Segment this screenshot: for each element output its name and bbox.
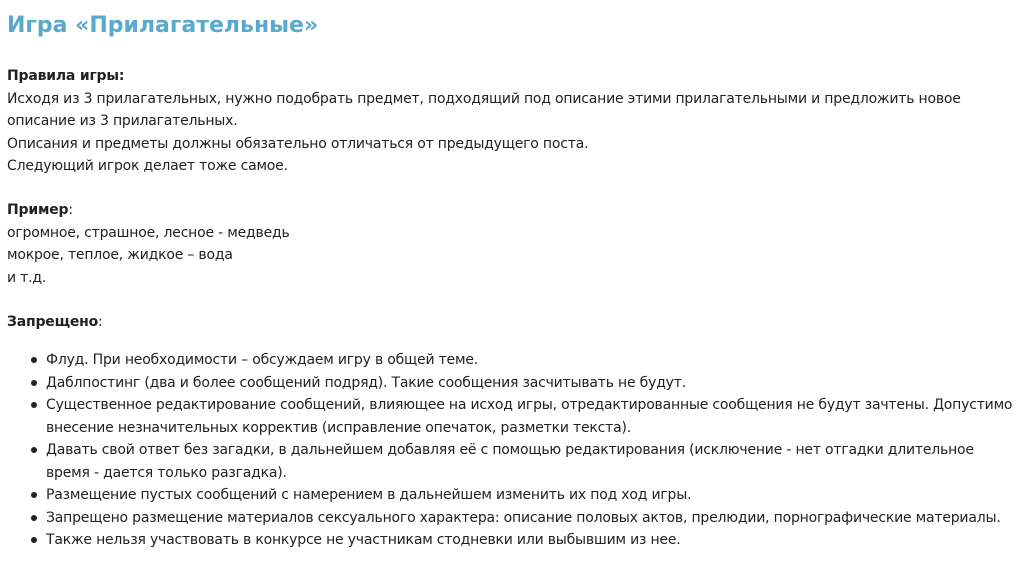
forbidden-item-text: Давать свой ответ без загадки, в дальнейшем добавляя её с помощью редактирования (исключение - нет отгадки длительное: [46, 442, 974, 458]
bullet-icon: [31, 537, 37, 543]
forbidden-item-text: Также нельзя участвовать в конкурсе не участникам стодневки или выбывшим из нее.: [46, 532, 681, 548]
forbidden-list-item: [7, 439, 1029, 484]
rules-text-line: Следующий игрок делает тоже самое.: [7, 158, 288, 174]
forbidden-list: [7, 349, 1029, 552]
rules-heading: Правила игры:: [7, 68, 125, 84]
forbidden-heading-colon: :: [98, 314, 103, 330]
forbidden-item-text: время - дается только разгадка).: [46, 464, 287, 481]
forbidden-item-text: Размещение пустых сообщений с намерением в дальнейшем изменить их под ход игры.: [46, 487, 692, 503]
forbidden-list-item: [7, 394, 1029, 439]
forbidden-list-item: [7, 372, 1029, 395]
example-line: и т.д.: [7, 269, 47, 286]
page-title: Игра «Прилагательные»: [7, 13, 319, 38]
example-heading: Пример: [7, 202, 69, 218]
forbidden-item-text: Даблпостинг (два и более сообщений подряд). Такие сообщения засчитывать не будут.: [46, 374, 686, 391]
bullet-icon: [31, 380, 37, 386]
forbidden-item-text: Существенное редактирование сообщений, влияющее на исход игры, отредактированные сообщения не будут зачтены. Допустимо: [46, 397, 1013, 413]
example-line: огромное, страшное, лесное - медведь: [7, 224, 290, 241]
forbidden-heading: Запрещено: [7, 314, 99, 330]
forbidden-list-item: [7, 529, 1029, 552]
rules-section: [7, 65, 1029, 178]
forbidden-list-item: [7, 484, 1029, 507]
forbidden-item-text: Флуд. При необходимости – обсуждаем игру в общей теме.: [46, 352, 478, 368]
example-section: [7, 199, 1029, 289]
example-heading-colon: :: [68, 202, 73, 218]
bullet-icon: [31, 357, 37, 363]
bullet-icon: [31, 447, 37, 453]
forbidden-list-item: [7, 349, 1029, 372]
bullet-icon: [31, 402, 37, 408]
rules-text-line: Описания и предметы должны обязательно отличаться от предыдущего поста.: [7, 135, 589, 152]
forbidden-heading-line: [7, 311, 1029, 334]
example-line: мокрое, теплое, жидкое – вода: [7, 247, 233, 263]
forbidden-item-text: Запрещено размещение материалов сексуального характера: описание половых актов, прелюдии, порнографические материалы.: [46, 509, 1001, 526]
rules-text-line: Исходя из 3 прилагательных, нужно подобрать предмет, подходящий под описание этими прилагательными и предложить новое: [7, 90, 961, 107]
forbidden-item-text: внесение незначительных корректив (исправление опечаток, разметки текста).: [46, 419, 631, 436]
example-heading-line: [7, 199, 1029, 222]
forbidden-list-item: [7, 507, 1029, 530]
bullet-icon: [31, 492, 37, 498]
rules-text-line: описание из 3 прилагательных.: [7, 113, 238, 129]
bullet-icon: [31, 515, 37, 521]
